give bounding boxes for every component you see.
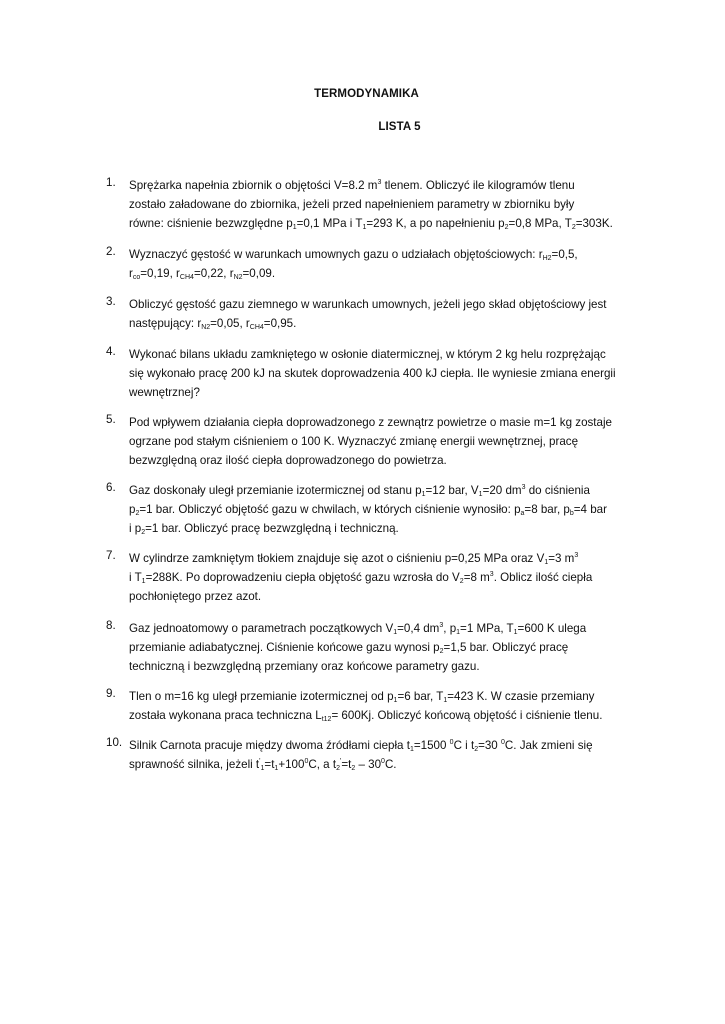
problem-number: 8.: [106, 619, 116, 632]
problem-text: [129, 245, 651, 283]
problem-text: [129, 687, 651, 725]
problem-number: 7.: [106, 549, 116, 562]
problem-line: następujący: $r_{N2}=0,05$, $r_{CH4}=0,95$.: [129, 317, 297, 331]
problem-number: 1.: [106, 176, 116, 189]
problem-number: 9.: [106, 687, 116, 700]
problem-number: 6.: [106, 481, 116, 494]
problem-line: $r_{co}=0,19$, $r_{CH4}=0,22$, $r_{N2}=0,09$.: [129, 267, 276, 281]
problem-text: [129, 176, 651, 233]
problem-line: równe: ciśnienie bezwzględne $p_1=0,1$ MPa i $T_1=293$ K, a po napełnieniu $p_2=0,8$ MPa, $T_2=303K$.: [129, 217, 613, 231]
document-subtitle: LISTA 5: [378, 121, 421, 133]
problem-text: [129, 736, 651, 774]
problem-line: W cylindrze zamkniętym tłokiem znajduje się azot o ciśnieniu p=0,25 MPa oraz $V_1=3$ $m^3$: [129, 552, 579, 566]
problem-line: techniczną i bezwzględną przemiany oraz końcowe parametry gazu.: [129, 660, 480, 673]
problem-line: i $p_2=1$ bar. Obliczyć pracę bezwzględną i techniczną.: [129, 522, 399, 536]
problem-number: 3.: [106, 295, 116, 308]
problem-line: się wykonało pracę 200 kJ na skutek doprowadzenia 400 kJ ciepła. Ile wyniesie zmiana energii: [129, 367, 616, 380]
problem-text: [129, 413, 651, 470]
problem-line: przemianie adiabatycznej. Ciśnienie końcowe gazu wynosi $p_2=1,5$ bar. Obliczyć pracę: [129, 641, 569, 655]
problem-text: [129, 481, 651, 538]
problem-line: Gaz doskonały uległ przemianie izotermicznej od stanu $p_1=12$ bar, $V_1=20$ $dm^3$ do ciśnienia: [129, 484, 590, 498]
document-title: TERMODYNAMIKA: [314, 88, 419, 100]
problem-line: ogrzane pod stałym ciśnieniem o 100 K. Wyznaczyć zmianę energii wewnętrznej, pracę: [129, 435, 579, 448]
problem-line: sprawność silnika, jeżeli $t'_1=t_1+100^0C$, a $t_2'=t_2 - 30^0C$.: [129, 758, 397, 772]
problem-text: [129, 549, 651, 606]
problem-line: Sprężarka napełnia zbiornik o objętości V=8.2 $m^3$ tlenem. Obliczyć ile kilogramów tlenu: [129, 179, 575, 192]
problem-line: Silnik Carnota pracuje między dwoma źródłami ciepła $t_1=1500$ $^0$C i $t_2=30$ $^0$C. Jak zmieni się: [129, 739, 593, 753]
problem-line: $p_2=1$ bar. Obliczyć objętość gazu w chwilach, w których ciśnienie wynosiło: $p_a=8$ bar, $p_b=4$ bar: [129, 503, 607, 517]
problem-line: Pod wpływem działania ciepła doprowadzonego z zewnątrz powietrze o masie m=1 kg zostaje: [129, 416, 613, 429]
problem-line: zostało załadowane do zbiornika, jeżeli przed napełnieniem parametry w zbiorniku były: [129, 198, 575, 211]
problem-text: [129, 295, 651, 333]
problem-line: Gaz jednoatomowy o parametrach początkowych $V_1=0,4$ $dm^3$, $p_1=1$ MPa, $T_1=600$ K ulega: [129, 622, 587, 636]
problem-number: 4.: [106, 345, 116, 358]
problem-line: Wyznaczyć gęstość w warunkach umownych gazu o udziałach objętościowych: $r_{H2}=0,5$,: [129, 248, 578, 262]
problem-line: Obliczyć gęstość gazu ziemnego w warunkach umownych, jeżeli jego skład objętościowy jest: [129, 298, 607, 311]
problem-line: została wykonana praca techniczna $L_{t12}= 600Kj$. Obliczyć końcową objętość i ciśnienie tlenu.: [129, 709, 603, 723]
problem-line: Wykonać bilans układu zamkniętego w osłonie diatermicznej, w którym 2 kg helu rozprężając: [129, 348, 606, 361]
problem-line: wewnętrznej?: [129, 386, 200, 399]
problem-text: [129, 345, 651, 402]
problem-number: 5.: [106, 413, 116, 426]
problem-line: pochłoniętego przez azot.: [129, 590, 262, 603]
problem-line: i $T_1=288K$. Po doprowadzeniu ciepła objętość gazu wzrosła do $V_2=8$ $m^3$. Oblicz ilość ciepła: [129, 571, 593, 585]
problem-text: [129, 619, 651, 676]
problem-number: 2.: [106, 245, 116, 258]
problem-line: bezwzględną oraz ilość ciepła doprowadzonego do powietrza.: [129, 454, 447, 467]
problem-line: Tlen o m=16 kg uległ przemianie izotermicznej od $p_1=6$ bar, $T_1=423$ K. W czasie przemiany: [129, 690, 595, 704]
problem-number: 10.: [106, 736, 123, 749]
